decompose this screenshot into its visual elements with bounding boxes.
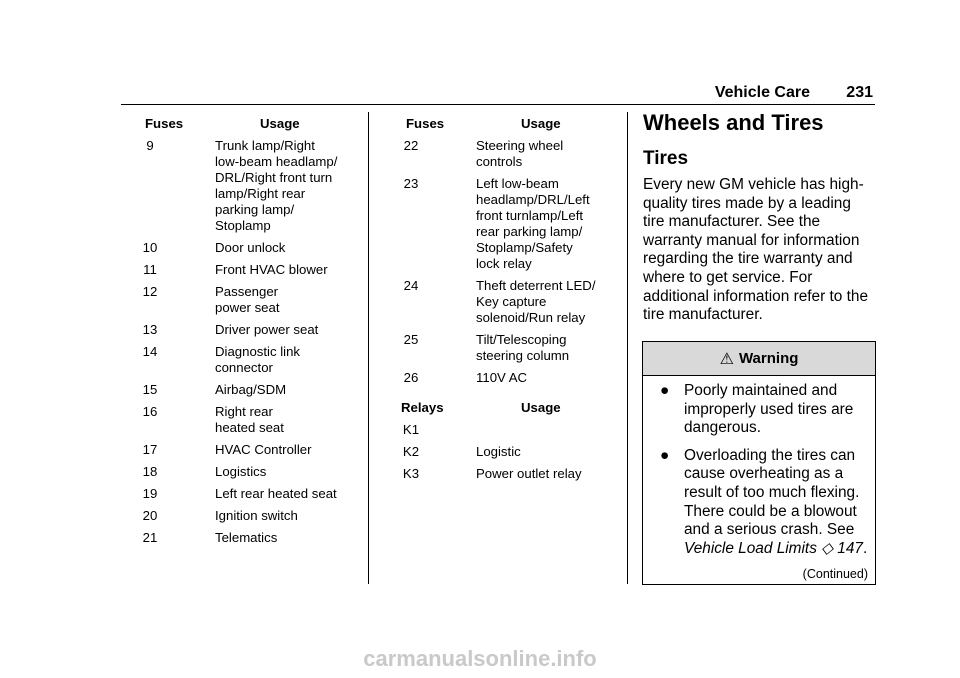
relay-table-body [391,422,621,482]
continued-note: (Continued) [802,567,868,581]
row-usage: 110V AC [476,370,528,385]
row-usage [476,422,621,438]
table-row [391,332,621,364]
subsection-heading: Tires [643,148,689,169]
page-reference-icon: ◇ [821,539,834,557]
row-usage: Door unlock [215,240,286,255]
table-row [391,422,621,438]
usage-column-header: Usage [521,400,561,415]
row-usage: HVAC Controller [215,442,312,457]
row-number: K1 [402,422,420,437]
row-usage: Theft deterrent LED/ Key capture solenoid/Run relay [476,278,596,325]
table-row [391,370,621,386]
table-row [391,444,621,460]
row-number: 24 [403,278,419,293]
section-title: Vehicle Care [714,84,810,101]
row-number: 10 [142,240,158,255]
sentence-end: . [862,539,868,557]
page-header [121,82,875,105]
row-number: 19 [142,486,158,501]
table-row [130,464,362,480]
table-row [130,382,362,398]
warning-heading: Warning [738,350,799,367]
row-number: 25 [403,332,419,347]
warning-triangle-icon: ⚠ [719,350,734,368]
warning-list [643,382,875,567]
row-usage: Left low-beam headlamp/DRL/Left front turnlamp/Left rear parking lamp/ Stoplamp/Safety lock relay [476,176,590,271]
row-number: 22 [403,138,419,153]
table-row [130,138,362,234]
page-number: 231 [846,84,873,101]
warning-box [642,341,876,585]
usage-column-header: Usage [521,116,561,131]
row-usage: Tilt/Telescoping steering column [476,332,570,363]
table-row [130,240,362,256]
table-header [130,116,362,132]
bullet-icon: ● [660,382,670,399]
table-row [130,508,362,524]
list-item [643,382,875,438]
row-usage: Logistic [476,444,521,459]
row-usage: Airbag/SDM [215,382,287,397]
vehicle-load-limits-link[interactable]: Vehicle Load Limits [684,539,817,557]
page-reference[interactable]: 147 [837,539,863,557]
bullet-icon: ● [660,446,670,464]
table-row [130,262,362,278]
section-heading: Wheels and Tires [643,110,824,135]
table-body [130,138,362,546]
table-row [391,466,621,482]
column-divider-1 [368,112,369,584]
relay-table-header [391,400,621,416]
table-row [130,284,362,316]
table-row [391,138,621,170]
row-number: 14 [142,344,158,359]
column-divider-2 [627,112,628,584]
row-number: 23 [403,176,419,191]
row-number: 16 [142,404,158,419]
row-number: 12 [142,284,158,299]
row-number: 11 [143,262,157,277]
row-usage: Ignition switch [215,508,298,523]
row-number: 15 [142,382,158,397]
row-usage: Left rear heated seat [215,486,337,501]
row-usage: Right rear heated seat [215,404,284,435]
row-number: 26 [403,370,419,385]
row-usage: Passenger power seat [215,284,280,315]
relays-column-header: Relays [401,400,444,415]
row-usage: Telematics [215,530,278,545]
table-row [130,442,362,458]
table-row [130,530,362,546]
row-usage: Steering wheel controls [476,138,564,169]
warning-header [643,342,875,376]
row-number: 21 [142,530,158,545]
list-item [643,447,875,559]
row-usage: Driver power seat [215,322,319,337]
row-usage: Power outlet relay [476,466,582,481]
row-number: 13 [142,322,158,337]
row-number: 20 [142,508,158,523]
warning-bullet-text: Poorly maintained and improperly used tires are dangerous. [684,382,854,437]
warning-bullet-text: Overloading the tires can cause overheating as a result of too much flexing. There could be a blowout and a serious crash. See [684,446,860,539]
table-row [130,344,362,376]
row-number: 17 [142,442,158,457]
table-header [391,116,621,132]
watermark: carmanualsonline.info [363,646,597,671]
row-number: 9 [146,138,154,153]
row-usage: Trunk lamp/Right low-beam headlamp/ DRL/Right front turn lamp/Right rear parking lamp/ Stoplamp [215,138,338,233]
table-row [391,176,621,272]
table-row [130,404,362,436]
row-usage: Diagnostic link connector [215,344,301,375]
row-usage: Logistics [215,464,267,479]
row-usage: Front HVAC blower [215,262,328,277]
table-row [130,322,362,338]
body-paragraph: Every new GM vehicle has high-quality tires made by a leading tire manufacturer. See the warranty manual for information regarding the tire warranty and where to get service. For additional information refer to the tire manufacturer. [643,176,869,324]
table-body [391,138,621,386]
fuses-column-header: Fuses [145,116,184,131]
table-row [130,486,362,502]
row-number: K2 [402,444,420,459]
table-row [391,278,621,326]
fuse-table-middle [391,116,621,488]
usage-column-header: Usage [260,116,300,131]
row-number: 18 [142,464,158,479]
row-number: K3 [402,466,420,481]
fuse-table-left [130,116,362,552]
fuses-column-header: Fuses [406,116,445,131]
